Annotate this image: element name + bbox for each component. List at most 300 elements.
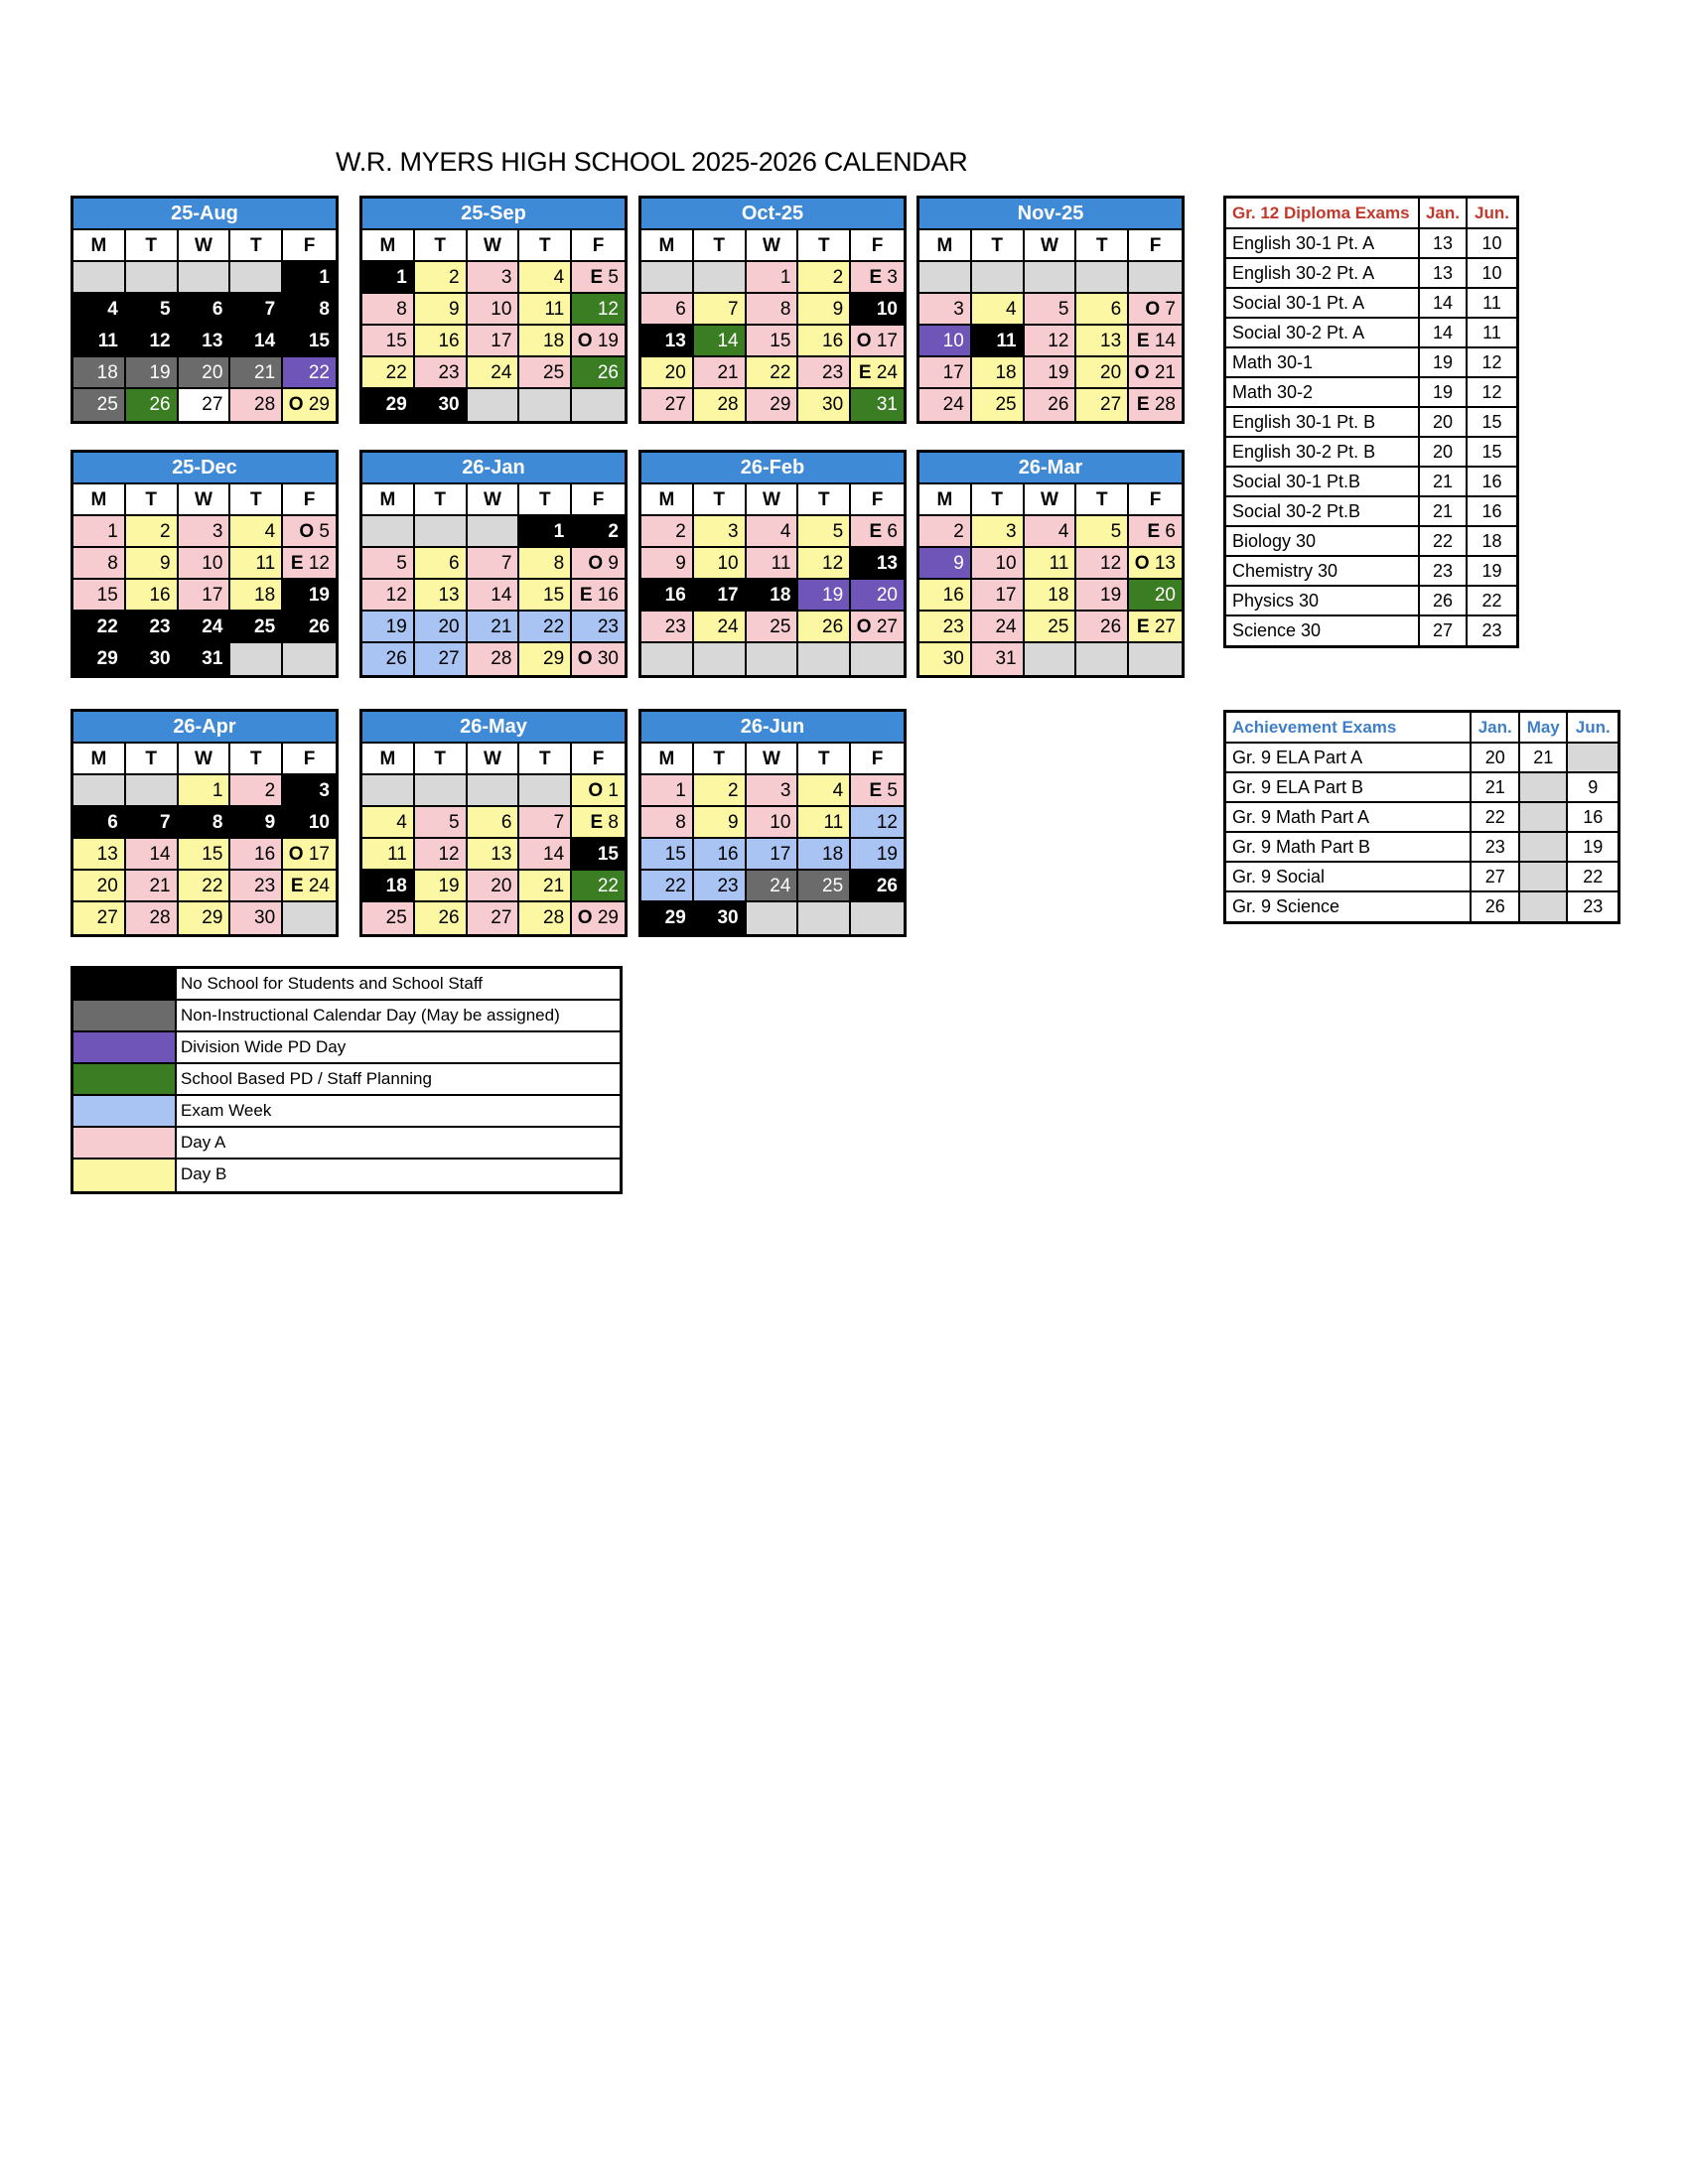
day-number: 11 xyxy=(255,553,276,574)
day-number: 22 xyxy=(385,362,407,383)
day-cell xyxy=(851,389,904,421)
day-cell xyxy=(747,807,799,839)
day-number: 11 xyxy=(823,812,844,833)
day-cell xyxy=(798,839,851,871)
day-number: 15 xyxy=(664,844,686,865)
exam-name: Math 30-2 xyxy=(1226,377,1419,407)
day-cell xyxy=(230,548,283,580)
month-calendar xyxy=(359,709,628,937)
day-cell xyxy=(126,389,179,421)
day-number: 1 xyxy=(553,521,565,542)
weekday-header: W xyxy=(1025,484,1077,516)
day-cell xyxy=(468,775,520,807)
day-number: 19 xyxy=(385,616,407,637)
day-marker: E xyxy=(1136,331,1155,351)
day-cell xyxy=(283,871,336,902)
exam-date xyxy=(1519,832,1567,862)
day-cell xyxy=(362,548,415,580)
day-number: 23 xyxy=(664,616,686,637)
day-number: 20 xyxy=(1100,362,1122,383)
exam-name: English 30-1 Pt. A xyxy=(1226,228,1419,258)
day-number: 28 xyxy=(717,394,739,415)
weekday-header: T xyxy=(230,744,283,775)
day-number: 18 xyxy=(1048,585,1069,606)
day-cell xyxy=(851,548,904,580)
exam-name: Gr. 9 Math Part B xyxy=(1226,832,1471,862)
month-calendar xyxy=(916,450,1185,678)
day-cell xyxy=(972,389,1025,421)
day-number: 30 xyxy=(597,648,619,669)
day-cell xyxy=(73,548,126,580)
day-number: 13 xyxy=(491,844,512,865)
month-title: 26-May xyxy=(362,712,625,744)
diploma-exams-table xyxy=(1223,196,1519,648)
day-number: 14 xyxy=(254,331,276,351)
weekday-header: T xyxy=(519,744,572,775)
day-cell xyxy=(468,326,520,357)
day-number: 2 xyxy=(160,521,171,542)
day-cell xyxy=(972,262,1025,294)
day-cell xyxy=(641,326,694,357)
day-cell xyxy=(747,357,799,389)
day-cell xyxy=(798,902,851,934)
exam-name: Gr. 9 ELA Part B xyxy=(1226,772,1471,802)
exam-date: 19 xyxy=(1419,377,1467,407)
exam-date: 19 xyxy=(1419,347,1467,377)
day-marker: E xyxy=(869,521,888,542)
day-cell xyxy=(73,871,126,902)
day-cell xyxy=(798,775,851,807)
legend-swatch xyxy=(73,1160,177,1191)
exam-date: 12 xyxy=(1467,377,1516,407)
day-number: 27 xyxy=(202,394,223,415)
day-cell xyxy=(415,871,468,902)
weekday-header: T xyxy=(126,230,179,262)
day-cell xyxy=(230,612,283,643)
day-cell xyxy=(694,612,747,643)
day-cell xyxy=(572,612,625,643)
day-number: 8 xyxy=(608,812,619,833)
day-number: 10 xyxy=(995,553,1017,574)
day-cell xyxy=(73,262,126,294)
day-cell xyxy=(851,871,904,902)
weekday-header: W xyxy=(179,484,231,516)
day-cell xyxy=(126,326,179,357)
day-cell xyxy=(230,262,283,294)
day-cell xyxy=(641,775,694,807)
day-cell xyxy=(179,839,231,871)
day-number: 9 xyxy=(832,299,844,320)
day-number: 24 xyxy=(308,876,330,896)
day-cell xyxy=(126,871,179,902)
day-cell xyxy=(572,643,625,675)
day-cell xyxy=(179,326,231,357)
day-number: 15 xyxy=(308,331,330,351)
day-cell xyxy=(230,357,283,389)
day-marker: O xyxy=(1134,553,1155,574)
day-number: 7 xyxy=(728,299,739,320)
day-number: 19 xyxy=(1048,362,1069,383)
exam-date: 27 xyxy=(1419,615,1467,645)
weekday-header: M xyxy=(73,484,126,516)
day-cell xyxy=(415,357,468,389)
exam-date xyxy=(1519,802,1567,832)
day-cell xyxy=(73,807,126,839)
day-cell xyxy=(694,839,747,871)
day-number: 7 xyxy=(500,553,512,574)
exam-date: 20 xyxy=(1419,407,1467,437)
day-number: 18 xyxy=(96,362,118,383)
day-number: 31 xyxy=(995,648,1017,669)
table-row xyxy=(1226,496,1516,526)
weekday-header: T xyxy=(415,230,468,262)
day-cell xyxy=(362,294,415,326)
weekday-header: T xyxy=(798,230,851,262)
day-number: 23 xyxy=(149,616,171,637)
day-number: 3 xyxy=(728,521,739,542)
day-cell xyxy=(283,580,336,612)
day-number: 1 xyxy=(319,267,330,288)
day-number: 16 xyxy=(942,585,964,606)
day-cell xyxy=(519,294,572,326)
day-number: 23 xyxy=(254,876,276,896)
day-cell xyxy=(468,357,520,389)
exam-date xyxy=(1519,772,1567,802)
month-title: Nov-25 xyxy=(919,199,1182,230)
day-number: 9 xyxy=(608,553,619,574)
day-cell xyxy=(283,775,336,807)
exam-date: 13 xyxy=(1419,228,1467,258)
day-number: 22 xyxy=(543,616,565,637)
legend-label: Day B xyxy=(181,1164,227,1183)
day-cell xyxy=(1025,294,1077,326)
day-number: 29 xyxy=(308,394,330,415)
day-number: 27 xyxy=(664,394,686,415)
exam-name: Gr. 9 Math Part A xyxy=(1226,802,1471,832)
day-cell xyxy=(572,548,625,580)
day-marker: O xyxy=(588,553,609,574)
day-number: 2 xyxy=(449,267,460,288)
day-cell xyxy=(972,357,1025,389)
day-cell xyxy=(572,294,625,326)
day-cell xyxy=(572,902,625,934)
day-number: 17 xyxy=(202,585,223,606)
day-cell xyxy=(1076,612,1129,643)
month-title: Oct-25 xyxy=(641,199,904,230)
day-marker: E xyxy=(590,812,609,833)
weekday-header: T xyxy=(694,230,747,262)
day-number: 16 xyxy=(149,585,171,606)
day-cell xyxy=(919,548,972,580)
weekday-header: T xyxy=(230,230,283,262)
day-number: 26 xyxy=(1048,394,1069,415)
day-cell xyxy=(362,580,415,612)
table-row xyxy=(1226,802,1618,832)
exam-name: Chemistry 30 xyxy=(1226,556,1419,586)
day-cell xyxy=(519,580,572,612)
weekday-header: F xyxy=(572,484,625,516)
day-number: 18 xyxy=(254,585,276,606)
weekday-header: F xyxy=(572,744,625,775)
day-number: 11 xyxy=(771,553,791,574)
exam-name: English 30-2 Pt. B xyxy=(1226,437,1419,467)
table-row xyxy=(1226,258,1516,288)
exam-name: Gr. 9 Science xyxy=(1226,891,1471,921)
day-cell xyxy=(73,839,126,871)
day-cell xyxy=(415,516,468,548)
day-number: 4 xyxy=(396,812,407,833)
day-cell xyxy=(919,516,972,548)
day-number: 7 xyxy=(264,299,276,320)
day-number: 25 xyxy=(254,616,276,637)
weekday-header: M xyxy=(362,230,415,262)
exam-date xyxy=(1519,891,1567,921)
day-number: 9 xyxy=(264,812,276,833)
day-number: 19 xyxy=(597,331,619,351)
day-cell xyxy=(798,807,851,839)
exam-date: 26 xyxy=(1471,891,1519,921)
day-number: 23 xyxy=(597,616,619,637)
day-number: 29 xyxy=(664,907,686,928)
day-cell xyxy=(179,580,231,612)
day-cell xyxy=(641,807,694,839)
table-row xyxy=(1226,467,1516,496)
day-cell xyxy=(851,580,904,612)
day-cell xyxy=(468,580,520,612)
exam-date: 12 xyxy=(1467,347,1516,377)
day-number: 21 xyxy=(254,362,276,383)
weekday-header: M xyxy=(641,230,694,262)
exam-date: 9 xyxy=(1567,772,1618,802)
day-number: 23 xyxy=(717,876,739,896)
table-row xyxy=(1226,615,1516,645)
day-number: 25 xyxy=(770,616,791,637)
exam-name: English 30-1 Pt. B xyxy=(1226,407,1419,437)
day-number: 15 xyxy=(202,844,223,865)
day-marker: E xyxy=(869,780,888,801)
exam-date: 19 xyxy=(1567,832,1618,862)
day-number: 3 xyxy=(1006,521,1017,542)
day-cell xyxy=(851,839,904,871)
day-number: 12 xyxy=(438,844,460,865)
exam-date: 27 xyxy=(1471,862,1519,891)
day-cell xyxy=(468,643,520,675)
day-number: 7 xyxy=(553,812,565,833)
day-cell xyxy=(283,548,336,580)
exam-name: Gr. 9 Social xyxy=(1226,862,1471,891)
day-cell xyxy=(851,643,904,675)
day-number: 27 xyxy=(491,907,512,928)
day-number: 24 xyxy=(202,616,223,637)
day-cell xyxy=(798,262,851,294)
day-cell xyxy=(1025,389,1077,421)
day-cell xyxy=(73,516,126,548)
day-number: 29 xyxy=(96,648,118,669)
day-cell xyxy=(468,807,520,839)
weekday-header: W xyxy=(179,744,231,775)
day-number: 28 xyxy=(491,648,512,669)
day-cell xyxy=(468,839,520,871)
weekday-header: T xyxy=(519,484,572,516)
day-number: 25 xyxy=(96,394,118,415)
day-number: 3 xyxy=(319,780,330,801)
day-cell xyxy=(747,326,799,357)
exam-date: 20 xyxy=(1471,743,1519,772)
day-cell xyxy=(73,612,126,643)
table-row xyxy=(1226,437,1516,467)
day-number: 27 xyxy=(1100,394,1122,415)
legend-item xyxy=(73,1160,620,1191)
day-marker: E xyxy=(290,876,309,896)
day-number: 16 xyxy=(438,331,460,351)
day-number: 15 xyxy=(770,331,791,351)
day-number: 16 xyxy=(664,585,686,606)
day-cell xyxy=(230,775,283,807)
day-cell xyxy=(283,902,336,934)
day-number: 1 xyxy=(396,267,407,288)
day-number: 9 xyxy=(449,299,460,320)
month-title: 26-Jan xyxy=(362,453,625,484)
day-cell xyxy=(1076,580,1129,612)
day-cell xyxy=(179,548,231,580)
exam-name: Physics 30 xyxy=(1226,586,1419,615)
day-cell xyxy=(972,516,1025,548)
day-number: 20 xyxy=(202,362,223,383)
day-cell xyxy=(747,902,799,934)
day-number: 19 xyxy=(438,876,460,896)
day-cell xyxy=(126,902,179,934)
exam-date: 11 xyxy=(1467,318,1516,347)
table-row xyxy=(1226,228,1516,258)
day-cell xyxy=(572,516,625,548)
legend-label: Exam Week xyxy=(181,1101,272,1120)
weekday-header: W xyxy=(1025,230,1077,262)
day-number: 3 xyxy=(953,299,964,320)
day-cell xyxy=(851,902,904,934)
day-cell xyxy=(972,294,1025,326)
day-number: 6 xyxy=(675,299,686,320)
day-number: 17 xyxy=(995,585,1017,606)
day-marker: E xyxy=(590,267,609,288)
day-cell xyxy=(230,516,283,548)
day-cell xyxy=(179,902,231,934)
day-cell xyxy=(747,389,799,421)
day-number: 21 xyxy=(717,362,739,383)
day-number: 10 xyxy=(770,812,791,833)
day-cell xyxy=(851,326,904,357)
day-number: 16 xyxy=(597,585,619,606)
day-number: 6 xyxy=(449,553,460,574)
weekday-header: W xyxy=(747,230,799,262)
day-cell xyxy=(362,807,415,839)
day-number: 3 xyxy=(211,521,223,542)
day-number: 9 xyxy=(953,553,964,574)
day-cell xyxy=(283,643,336,675)
exam-date: 21 xyxy=(1471,772,1519,802)
day-number: 10 xyxy=(202,553,223,574)
weekday-header: M xyxy=(919,230,972,262)
day-number: 12 xyxy=(308,553,330,574)
exam-header-cell: Jan. xyxy=(1471,713,1519,743)
day-cell xyxy=(641,580,694,612)
day-cell xyxy=(641,612,694,643)
day-number: 11 xyxy=(97,331,118,351)
day-cell xyxy=(641,389,694,421)
day-number: 7 xyxy=(160,812,171,833)
day-number: 22 xyxy=(96,616,118,637)
weekday-header: M xyxy=(919,484,972,516)
day-cell xyxy=(851,262,904,294)
day-number: 3 xyxy=(500,267,512,288)
day-cell xyxy=(694,871,747,902)
weekday-header: T xyxy=(798,484,851,516)
day-cell xyxy=(694,902,747,934)
day-cell xyxy=(747,294,799,326)
month-title: 25-Sep xyxy=(362,199,625,230)
day-cell xyxy=(415,839,468,871)
day-number: 15 xyxy=(597,844,619,865)
day-number: 9 xyxy=(675,553,686,574)
day-cell xyxy=(283,389,336,421)
exam-date: 22 xyxy=(1567,862,1618,891)
weekday-header: T xyxy=(126,484,179,516)
day-number: 24 xyxy=(491,362,512,383)
day-cell xyxy=(283,262,336,294)
day-cell xyxy=(1076,357,1129,389)
exam-date: 18 xyxy=(1467,526,1516,556)
day-cell xyxy=(73,775,126,807)
day-number: 6 xyxy=(211,299,223,320)
day-cell xyxy=(972,548,1025,580)
table-row xyxy=(1226,318,1516,347)
day-number: 5 xyxy=(887,780,898,801)
weekday-header: F xyxy=(283,744,336,775)
day-number: 20 xyxy=(664,362,686,383)
day-number: 27 xyxy=(96,907,118,928)
day-cell xyxy=(126,548,179,580)
day-cell xyxy=(415,902,468,934)
day-number: 10 xyxy=(491,299,512,320)
day-number: 22 xyxy=(308,362,330,383)
day-number: 12 xyxy=(149,331,171,351)
day-number: 10 xyxy=(876,299,898,320)
day-number: 2 xyxy=(608,521,619,542)
day-cell xyxy=(851,807,904,839)
day-cell xyxy=(415,294,468,326)
day-number: 8 xyxy=(675,812,686,833)
day-cell xyxy=(747,580,799,612)
day-number: 17 xyxy=(876,331,898,351)
day-number: 13 xyxy=(202,331,223,351)
day-cell xyxy=(126,262,179,294)
exam-date: 26 xyxy=(1419,586,1467,615)
day-cell xyxy=(572,262,625,294)
exam-date: 23 xyxy=(1419,556,1467,586)
day-number: 22 xyxy=(664,876,686,896)
exam-date: 16 xyxy=(1467,496,1516,526)
day-number: 22 xyxy=(202,876,223,896)
day-cell xyxy=(468,389,520,421)
day-marker: O xyxy=(577,331,598,351)
month-calendar xyxy=(70,450,339,678)
day-number: 21 xyxy=(543,876,565,896)
day-cell xyxy=(179,871,231,902)
day-number: 20 xyxy=(491,876,512,896)
month-calendar xyxy=(359,196,628,424)
weekday-header: F xyxy=(1129,230,1182,262)
day-cell xyxy=(1025,643,1077,675)
day-cell xyxy=(73,580,126,612)
